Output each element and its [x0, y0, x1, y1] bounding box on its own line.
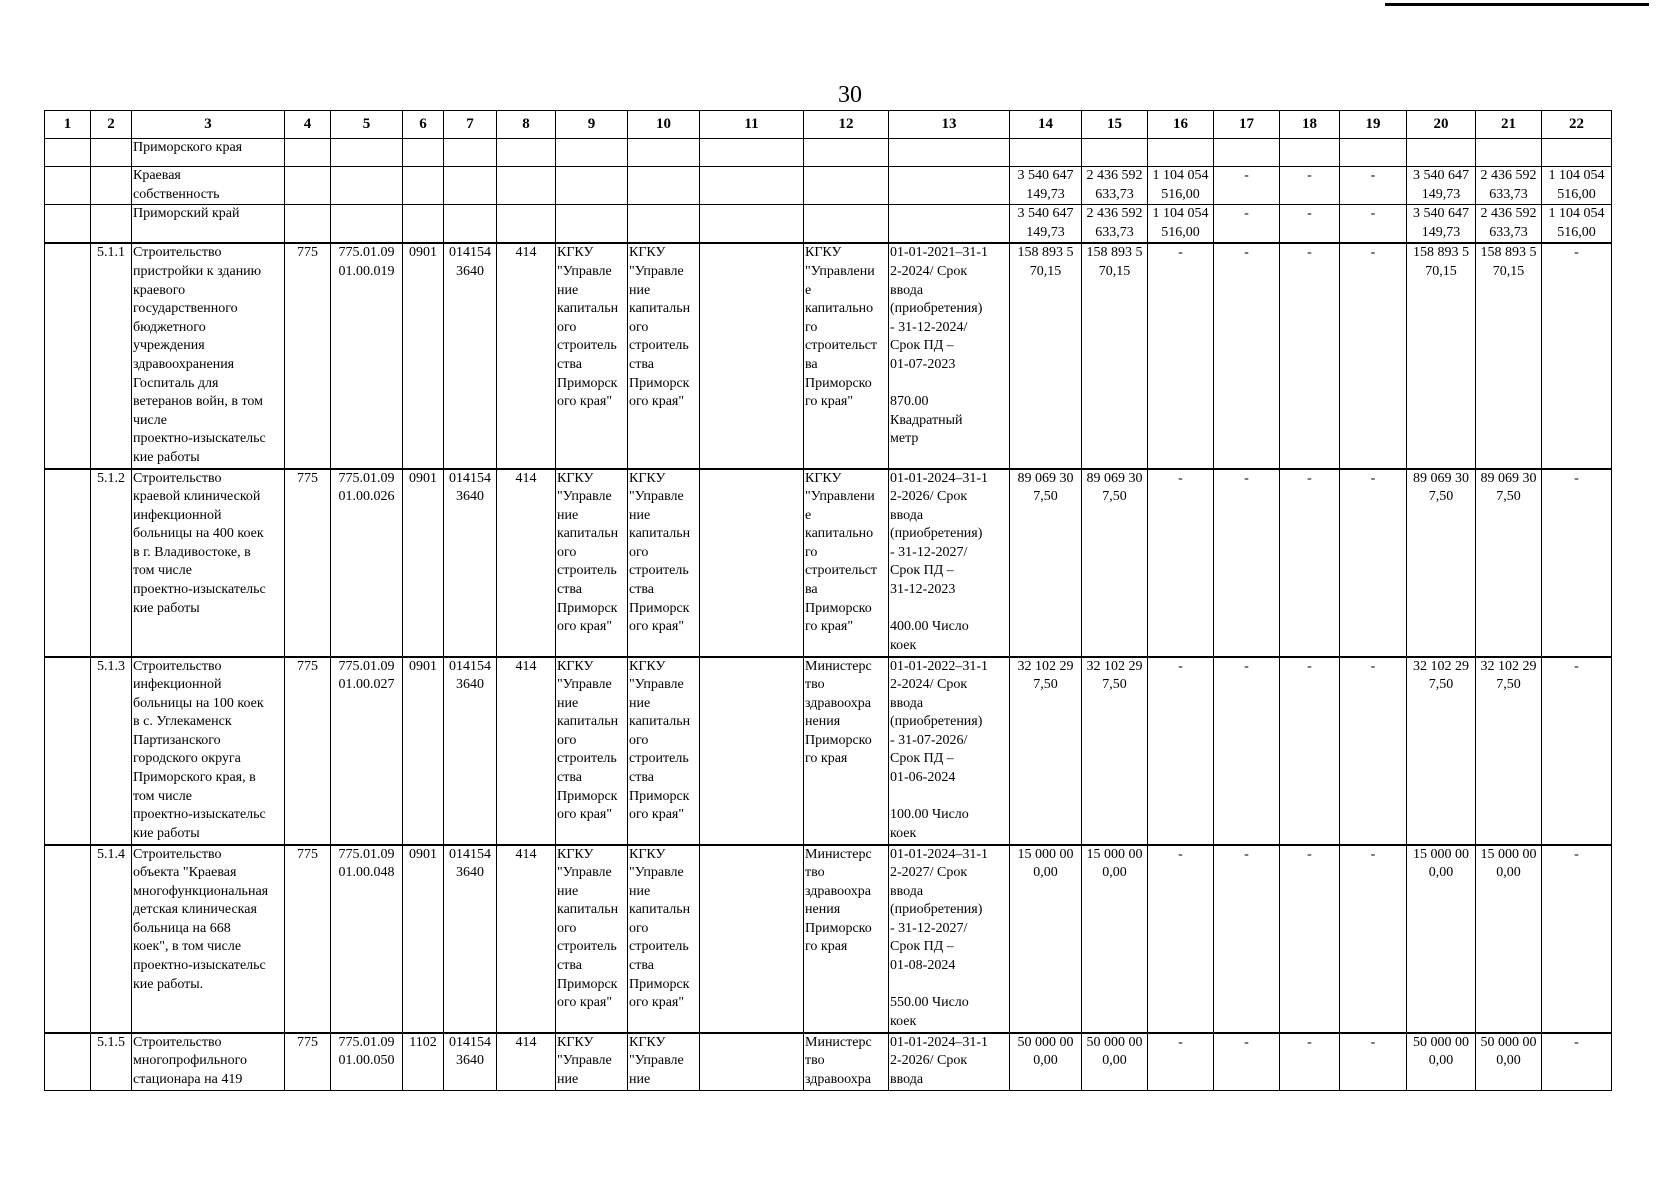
- column-header: 4: [285, 111, 331, 139]
- table-cell-col-19: -: [1340, 469, 1407, 657]
- table-cell-col-16: -: [1148, 1033, 1214, 1091]
- column-number-header-row: [45, 111, 1612, 139]
- table-cell-col-11: [700, 167, 804, 205]
- table-cell-col-14: 3 540 647 149,73: [1010, 167, 1082, 205]
- column-header: 17: [1214, 111, 1280, 139]
- table-cell-col-2: [91, 205, 132, 244]
- table-cell-col-1: [45, 469, 91, 657]
- table-cell-col-18: -: [1280, 167, 1340, 205]
- table-cell-col-19: [1340, 139, 1407, 167]
- table-cell-col-12: КГКУ "Управлени е капитально го строительст ва Приморско го края": [804, 469, 889, 657]
- table-cell-col-17: -: [1214, 845, 1280, 1033]
- column-header: 10: [628, 111, 700, 139]
- table-cell-col-19: -: [1340, 205, 1407, 244]
- table-cell-col-3: Строительство пристройки к зданию краевого государственного бюджетного учреждения здравоохранения Госпиталь для ветеранов войн, в том числе проектно-изыскательс кие работы: [132, 243, 285, 468]
- table-cell-col-11: [700, 845, 804, 1033]
- table-cell-col-12: КГКУ "Управлени е капитально го строительст ва Приморско го края": [804, 243, 889, 468]
- table-cell-col-3: Приморский край: [132, 205, 285, 244]
- table-cell-col-13: 01-01-2021–31-1 2-2024/ Срок ввода (приобретения) - 31-12-2024/ Срок ПД – 01-07-2023 870.00 Квадратный метр: [889, 243, 1010, 468]
- table-row: [45, 139, 1612, 167]
- table-cell-col-12: [804, 167, 889, 205]
- table-row: [45, 469, 1612, 657]
- table-cell-col-1: [45, 205, 91, 244]
- table-cell-col-4: [285, 167, 331, 205]
- table-cell-col-22: -: [1542, 657, 1612, 845]
- budget-table: [44, 110, 1612, 1091]
- column-header: 8: [497, 111, 556, 139]
- table-cell-col-11: [700, 1033, 804, 1091]
- table-cell-col-13: 01-01-2024–31-1 2-2027/ Срок ввода (приобретения) - 31-12-2027/ Срок ПД – 01-08-2024 550.00 Число коек: [889, 845, 1010, 1033]
- table-cell-col-12: Министерс тво здравоохра нения Приморско го края: [804, 657, 889, 845]
- table-cell-col-7: 014154 3640: [444, 1033, 497, 1091]
- column-header: 19: [1340, 111, 1407, 139]
- table-cell-col-18: [1280, 139, 1340, 167]
- table-cell-col-6: 0901: [403, 243, 444, 468]
- table-cell-col-2: 5.1.4: [91, 845, 132, 1033]
- column-header: 15: [1082, 111, 1148, 139]
- table-cell-col-9: КГКУ "Управле ние капитальн ого строитель ства Приморск ого края": [556, 243, 628, 468]
- table-cell-col-9: КГКУ "Управле ние: [556, 1033, 628, 1091]
- table-cell-col-14: 3 540 647 149,73: [1010, 205, 1082, 244]
- table-cell-col-4: 775: [285, 469, 331, 657]
- table-cell-col-17: -: [1214, 1033, 1280, 1091]
- table-cell-col-8: 414: [497, 657, 556, 845]
- table-cell-col-22: 1 104 054 516,00: [1542, 167, 1612, 205]
- table-cell-col-17: -: [1214, 205, 1280, 244]
- table-cell-col-6: 1102: [403, 1033, 444, 1091]
- column-header: 20: [1407, 111, 1476, 139]
- table-cell-col-16: -: [1148, 469, 1214, 657]
- table-cell-col-16: -: [1148, 845, 1214, 1033]
- table-cell-col-21: 2 436 592 633,73: [1476, 167, 1542, 205]
- table-cell-col-13: [889, 205, 1010, 244]
- table-cell-col-4: 775: [285, 243, 331, 468]
- table-cell-col-10: КГКУ "Управле ние капитальн ого строитель ства Приморск ого края": [628, 243, 700, 468]
- table-row: [45, 243, 1612, 468]
- table-cell-col-13: 01-01-2022–31-1 2-2024/ Срок ввода (приобретения) - 31-07-2026/ Срок ПД – 01-06-2024 100.00 Число коек: [889, 657, 1010, 845]
- table-cell-col-12: [804, 205, 889, 244]
- table-cell-col-5: 775.01.09 01.00.048: [331, 845, 403, 1033]
- table-cell-col-9: КГКУ "Управле ние капитальн ого строитель ства Приморск ого края": [556, 845, 628, 1033]
- table-cell-col-10: КГКУ "Управле ние капитальн ого строитель ства Приморск ого края": [628, 469, 700, 657]
- table-cell-col-5: 775.01.09 01.00.019: [331, 243, 403, 468]
- table-cell-col-17: -: [1214, 243, 1280, 468]
- table-cell-col-9: КГКУ "Управле ние капитальн ого строитель ства Приморск ого края": [556, 469, 628, 657]
- table-cell-col-14: 158 893 5 70,15: [1010, 243, 1082, 468]
- table-cell-col-7: [444, 139, 497, 167]
- table-cell-col-15: [1082, 139, 1148, 167]
- table-cell-col-16: 1 104 054 516,00: [1148, 167, 1214, 205]
- table-cell-col-16: 1 104 054 516,00: [1148, 205, 1214, 244]
- table-cell-col-1: [45, 243, 91, 468]
- table-cell-col-16: [1148, 139, 1214, 167]
- table-cell-col-14: 15 000 00 0,00: [1010, 845, 1082, 1033]
- table-cell-col-12: Министерс тво здравоохра: [804, 1033, 889, 1091]
- table-cell-col-6: [403, 167, 444, 205]
- table-cell-col-12: Министерс тво здравоохра нения Приморско го края: [804, 845, 889, 1033]
- table-cell-col-1: [45, 139, 91, 167]
- table-cell-col-17: -: [1214, 657, 1280, 845]
- table-cell-col-18: -: [1280, 845, 1340, 1033]
- table-cell-col-15: 2 436 592 633,73: [1082, 167, 1148, 205]
- table-cell-col-3: Приморского края: [132, 139, 285, 167]
- column-header: 2: [91, 111, 132, 139]
- table-cell-col-8: [497, 139, 556, 167]
- table-cell-col-6: 0901: [403, 845, 444, 1033]
- table-cell-col-15: 158 893 5 70,15: [1082, 243, 1148, 468]
- table-cell-col-1: [45, 1033, 91, 1091]
- table-cell-col-14: [1010, 139, 1082, 167]
- table-cell-col-14: 32 102 29 7,50: [1010, 657, 1082, 845]
- table-cell-col-19: -: [1340, 845, 1407, 1033]
- table-cell-col-22: -: [1542, 845, 1612, 1033]
- column-header: 22: [1542, 111, 1612, 139]
- column-header: 1: [45, 111, 91, 139]
- table-cell-col-17: -: [1214, 469, 1280, 657]
- table-cell-col-11: [700, 205, 804, 244]
- table-cell-col-10: [628, 139, 700, 167]
- table-cell-col-5: [331, 167, 403, 205]
- table-cell-col-7: [444, 167, 497, 205]
- table-cell-col-15: 89 069 30 7,50: [1082, 469, 1148, 657]
- table-cell-col-12: [804, 139, 889, 167]
- table-cell-col-8: 414: [497, 469, 556, 657]
- table-row: [45, 657, 1612, 845]
- table-cell-col-6: 0901: [403, 657, 444, 845]
- table-cell-col-21: [1476, 139, 1542, 167]
- table-cell-col-20: 89 069 30 7,50: [1407, 469, 1476, 657]
- table-cell-col-7: 014154 3640: [444, 243, 497, 468]
- column-header: 5: [331, 111, 403, 139]
- table-cell-col-6: [403, 205, 444, 244]
- column-header: 6: [403, 111, 444, 139]
- table-cell-col-22: -: [1542, 1033, 1612, 1091]
- table-cell-col-20: 50 000 00 0,00: [1407, 1033, 1476, 1091]
- table-cell-col-15: 2 436 592 633,73: [1082, 205, 1148, 244]
- table-cell-col-8: [497, 205, 556, 244]
- table-cell-col-6: [403, 139, 444, 167]
- table-cell-col-22: 1 104 054 516,00: [1542, 205, 1612, 244]
- column-header: 3: [132, 111, 285, 139]
- table-row: [45, 845, 1612, 1033]
- table-cell-col-11: [700, 657, 804, 845]
- table-cell-col-4: 775: [285, 657, 331, 845]
- table-cell-col-9: [556, 205, 628, 244]
- table-cell-col-3: Строительство многопрофильного стационара на 419: [132, 1033, 285, 1091]
- table-cell-col-15: 15 000 00 0,00: [1082, 845, 1148, 1033]
- column-header: 14: [1010, 111, 1082, 139]
- column-header: 7: [444, 111, 497, 139]
- table-cell-col-20: 15 000 00 0,00: [1407, 845, 1476, 1033]
- table-cell-col-18: -: [1280, 1033, 1340, 1091]
- table-cell-col-21: 15 000 00 0,00: [1476, 845, 1542, 1033]
- table-cell-col-2: 5.1.1: [91, 243, 132, 468]
- table-cell-col-21: 2 436 592 633,73: [1476, 205, 1542, 244]
- table-cell-col-19: -: [1340, 243, 1407, 468]
- table-cell-col-1: [45, 167, 91, 205]
- table-row: [45, 167, 1612, 205]
- table-cell-col-21: 50 000 00 0,00: [1476, 1033, 1542, 1091]
- table-cell-col-10: КГКУ "Управле ние капитальн ого строитель ства Приморск ого края": [628, 845, 700, 1033]
- table-cell-col-18: -: [1280, 243, 1340, 468]
- table-row: [45, 205, 1612, 244]
- table-cell-col-15: 32 102 29 7,50: [1082, 657, 1148, 845]
- table-cell-col-17: [1214, 139, 1280, 167]
- table-cell-col-8: 414: [497, 243, 556, 468]
- column-header: 21: [1476, 111, 1542, 139]
- table-cell-col-4: [285, 205, 331, 244]
- table-cell-col-7: [444, 205, 497, 244]
- table-cell-col-20: [1407, 139, 1476, 167]
- table-cell-col-21: 89 069 30 7,50: [1476, 469, 1542, 657]
- column-header: 18: [1280, 111, 1340, 139]
- table-cell-col-10: КГКУ "Управле ние: [628, 1033, 700, 1091]
- table-cell-col-4: 775: [285, 1033, 331, 1091]
- top-rule: [1385, 3, 1649, 6]
- table-cell-col-18: -: [1280, 205, 1340, 244]
- table-cell-col-16: -: [1148, 243, 1214, 468]
- table-cell-col-7: 014154 3640: [444, 845, 497, 1033]
- table-cell-col-5: 775.01.09 01.00.050: [331, 1033, 403, 1091]
- column-header: 13: [889, 111, 1010, 139]
- table-cell-col-3: Краевая собственность: [132, 167, 285, 205]
- table-cell-col-11: [700, 243, 804, 468]
- table-cell-col-22: [1542, 139, 1612, 167]
- table-cell-col-6: 0901: [403, 469, 444, 657]
- table-cell-col-20: 3 540 647 149,73: [1407, 205, 1476, 244]
- table-cell-col-19: -: [1340, 657, 1407, 845]
- table-row: [45, 1033, 1612, 1091]
- table-cell-col-22: -: [1542, 469, 1612, 657]
- table-cell-col-18: -: [1280, 657, 1340, 845]
- column-header: 11: [700, 111, 804, 139]
- table-cell-col-20: 32 102 29 7,50: [1407, 657, 1476, 845]
- table-cell-col-2: 5.1.2: [91, 469, 132, 657]
- table-cell-col-16: -: [1148, 657, 1214, 845]
- table-cell-col-13: [889, 167, 1010, 205]
- table-cell-col-5: 775.01.09 01.00.026: [331, 469, 403, 657]
- table-cell-col-2: [91, 167, 132, 205]
- table-cell-col-1: [45, 657, 91, 845]
- table-cell-col-10: [628, 205, 700, 244]
- table-cell-col-9: КГКУ "Управле ние капитальн ого строитель ства Приморск ого края": [556, 657, 628, 845]
- table-cell-col-4: 775: [285, 845, 331, 1033]
- table-cell-col-11: [700, 469, 804, 657]
- table-cell-col-17: -: [1214, 167, 1280, 205]
- table-cell-col-1: [45, 845, 91, 1033]
- table-cell-col-4: [285, 139, 331, 167]
- table-cell-col-10: [628, 167, 700, 205]
- table-cell-col-5: [331, 139, 403, 167]
- table-cell-col-14: 50 000 00 0,00: [1010, 1033, 1082, 1091]
- table-cell-col-11: [700, 139, 804, 167]
- table-cell-col-21: 32 102 29 7,50: [1476, 657, 1542, 845]
- table-cell-col-2: 5.1.3: [91, 657, 132, 845]
- table-cell-col-19: -: [1340, 1033, 1407, 1091]
- table-cell-col-2: 5.1.5: [91, 1033, 132, 1091]
- table-cell-col-9: [556, 167, 628, 205]
- table-cell-col-15: 50 000 00 0,00: [1082, 1033, 1148, 1091]
- page-number: 30: [838, 82, 862, 108]
- table-cell-col-8: 414: [497, 845, 556, 1033]
- column-header: 12: [804, 111, 889, 139]
- table-cell-col-21: 158 893 5 70,15: [1476, 243, 1542, 468]
- table-cell-col-3: Строительство объекта "Краевая многофункциональная детская клиническая больница на 668 коек", в том числе проектно-изыскательс кие работы.: [132, 845, 285, 1033]
- table-cell-col-8: [497, 167, 556, 205]
- table-cell-col-7: 014154 3640: [444, 657, 497, 845]
- table-cell-col-13: 01-01-2024–31-1 2-2026/ Срок ввода: [889, 1033, 1010, 1091]
- table-cell-col-19: -: [1340, 167, 1407, 205]
- table-cell-col-3: Строительство инфекционной больницы на 100 коек в с. Углекаменск Партизанского городского округа Приморского края, в том числе проектно-изыскательс кие работы: [132, 657, 285, 845]
- table-cell-col-8: 414: [497, 1033, 556, 1091]
- table-cell-col-9: [556, 139, 628, 167]
- table-cell-col-20: 3 540 647 149,73: [1407, 167, 1476, 205]
- table-cell-col-13: [889, 139, 1010, 167]
- table-cell-col-7: 014154 3640: [444, 469, 497, 657]
- table-cell-col-5: 775.01.09 01.00.027: [331, 657, 403, 845]
- table-cell-col-10: КГКУ "Управле ние капитальн ого строитель ства Приморск ого края": [628, 657, 700, 845]
- table-cell-col-5: [331, 205, 403, 244]
- table-cell-col-18: -: [1280, 469, 1340, 657]
- table-cell-col-14: 89 069 30 7,50: [1010, 469, 1082, 657]
- table-cell-col-22: -: [1542, 243, 1612, 468]
- table-cell-col-2: [91, 139, 132, 167]
- table-cell-col-13: 01-01-2024–31-1 2-2026/ Срок ввода (приобретения) - 31-12-2027/ Срок ПД – 31-12-2023 400.00 Число коек: [889, 469, 1010, 657]
- table-cell-col-20: 158 893 5 70,15: [1407, 243, 1476, 468]
- column-header: 16: [1148, 111, 1214, 139]
- table-cell-col-3: Строительство краевой клинической инфекционной больницы на 400 коек в г. Владивостоке, в том числе проектно-изыскательс кие работы: [132, 469, 285, 657]
- column-header: 9: [556, 111, 628, 139]
